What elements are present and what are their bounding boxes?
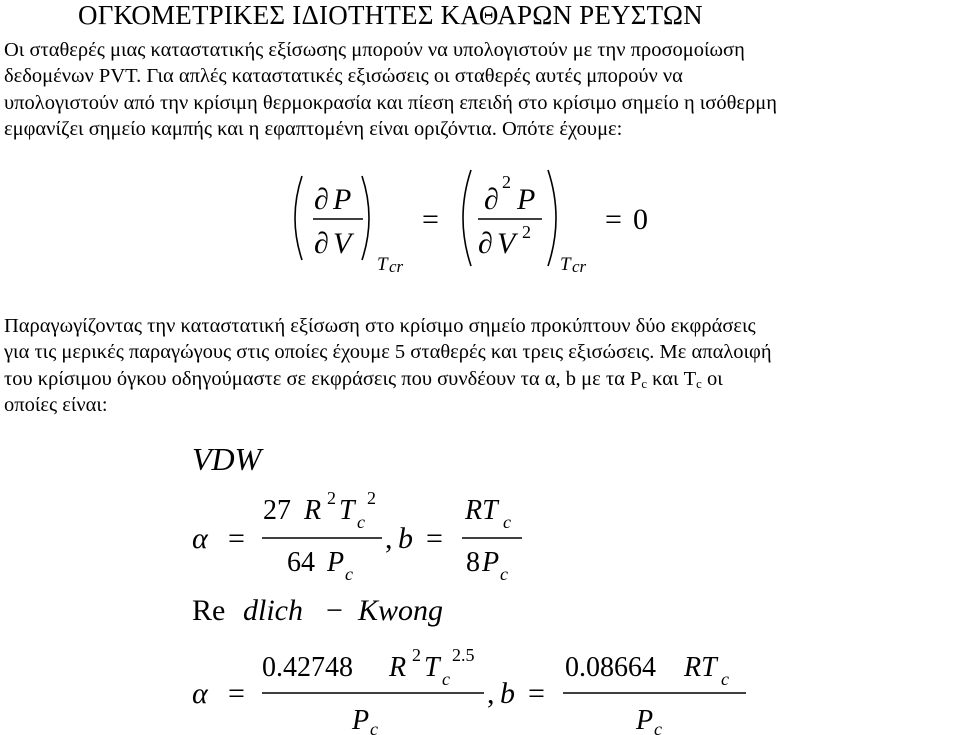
var-b: b xyxy=(398,522,413,555)
derivation-line: οποίες είναι: xyxy=(4,394,108,417)
rk-label-dash: − xyxy=(326,594,343,627)
right-paren xyxy=(362,176,369,260)
power-2: 2 xyxy=(522,222,531,242)
rk-b-coef: 0.08664 xyxy=(565,652,656,683)
equals-sign: = xyxy=(605,203,622,236)
subscript-c: c xyxy=(500,564,508,584)
rk-a-coef: 0.42748 xyxy=(262,652,353,683)
subscript-cr: cr xyxy=(389,257,404,276)
subscript-c: c xyxy=(357,512,365,532)
zero-value: 0 xyxy=(633,203,648,236)
equals-sign: = xyxy=(228,522,245,555)
numerator-P: P xyxy=(517,183,536,216)
derivation-line: Παραγωγίζοντας την καταστατική εξίσωση στο κρίσιμο σημείο προκύπτουν δύο εκφράσεις xyxy=(4,315,756,337)
intro-line: Οι σταθερές μιας καταστατικής εξίσωσης μπορούν να υπολογιστούν με την προσομοίωση xyxy=(4,39,745,61)
intro-line: υπολογιστούν από την κρίσιμη θερμοκρασία και πίεση επειδή στο κρίσιμο σημείο η ισόθερμη xyxy=(4,91,777,114)
page-title: ΟΓΚΟΜΕΤΡΙΚΕΣ ΙΔΙΟΤΗΤΕΣ ΚΑΘΑΡΩΝ ΡΕΥΣΤΩΝ xyxy=(78,0,703,30)
partial-symbol: ∂ xyxy=(478,227,493,260)
b-den-coef: 8 xyxy=(466,547,480,578)
derivation-text: και T xyxy=(646,367,697,390)
var-T: T xyxy=(339,495,355,526)
var-T: T xyxy=(424,652,440,683)
var-P: P xyxy=(482,547,500,578)
power-2: 2 xyxy=(367,488,376,508)
rk-label-dlich: dlich xyxy=(243,594,303,627)
alpha-symbol: α xyxy=(192,677,208,710)
left-paren xyxy=(463,170,471,266)
equals-sign: = xyxy=(426,522,443,555)
numerator-P: P xyxy=(333,183,352,216)
denominator-V: V xyxy=(333,227,352,260)
b-numerator: RT xyxy=(684,652,717,683)
var-R: R xyxy=(304,495,322,526)
subscript-T: T xyxy=(560,254,571,275)
right-paren xyxy=(548,170,556,266)
subscript-c: c xyxy=(641,376,647,391)
var-R: R xyxy=(389,652,407,683)
subscript-c: c xyxy=(503,512,511,532)
subscript-c: c xyxy=(370,719,378,735)
subscript-c: c xyxy=(442,669,450,689)
partial-symbol: ∂ xyxy=(314,227,329,260)
power-2: 2 xyxy=(327,488,336,508)
equals-sign: = xyxy=(228,677,245,710)
comma: , xyxy=(385,522,393,555)
equals-sign: = xyxy=(422,203,439,236)
subscript-c: c xyxy=(654,719,662,735)
subscript-c: c xyxy=(721,669,729,689)
exponent-2-5: 2.5 xyxy=(452,645,475,665)
vdw-a-den-coef: 64 xyxy=(287,547,315,578)
rk-label-kwong: Kwong xyxy=(358,594,444,627)
power-2: 2 xyxy=(502,172,511,192)
subscript-c: c xyxy=(345,564,353,584)
power-2: 2 xyxy=(412,645,421,665)
derivation-line: για τις μερικές παραγώγους στις οποίες έχουμε 5 σταθερές και τρεις εξισώσεις. Με απαλοιφή xyxy=(4,341,772,364)
subscript-c: c xyxy=(696,376,702,391)
partial-symbol: ∂ xyxy=(314,183,329,216)
equals-sign: = xyxy=(528,677,545,710)
denominator-V: V xyxy=(497,227,516,260)
subscript-T: T xyxy=(377,254,388,275)
intro-line: δεδομένων PVT. Για απλές καταστατικές εξισώσεις οι σταθερές αυτές μπορούν να xyxy=(4,65,683,88)
vdw-a-coef: 27 xyxy=(263,495,291,526)
critical-condition-equation xyxy=(295,170,648,276)
vdw-equations xyxy=(192,441,522,584)
partial-symbol: ∂ xyxy=(484,183,499,216)
var-b: b xyxy=(500,677,515,710)
derivation-text: οι xyxy=(701,367,723,390)
derivation-text: του κρίσιμου όγκου οδηγούμαστε σε εκφράσεις που συνδέουν τα α, b με τα P xyxy=(4,367,642,390)
b-numerator: RT xyxy=(465,495,498,526)
var-P: P xyxy=(636,705,654,735)
rk-label-re: Re xyxy=(192,594,226,627)
comma: , xyxy=(487,677,495,710)
alpha-symbol: α xyxy=(192,522,208,555)
vdw-label: VDW xyxy=(192,441,262,477)
subscript-cr: cr xyxy=(572,257,587,276)
rk-equations xyxy=(192,594,746,735)
intro-line: εμφανίζει σημείο καμπής και η εφαπτομένη είναι οριζόντια. Οπότε έχουμε: xyxy=(4,118,623,141)
var-P: P xyxy=(327,547,345,578)
var-P: P xyxy=(352,705,370,735)
left-paren xyxy=(295,176,302,260)
